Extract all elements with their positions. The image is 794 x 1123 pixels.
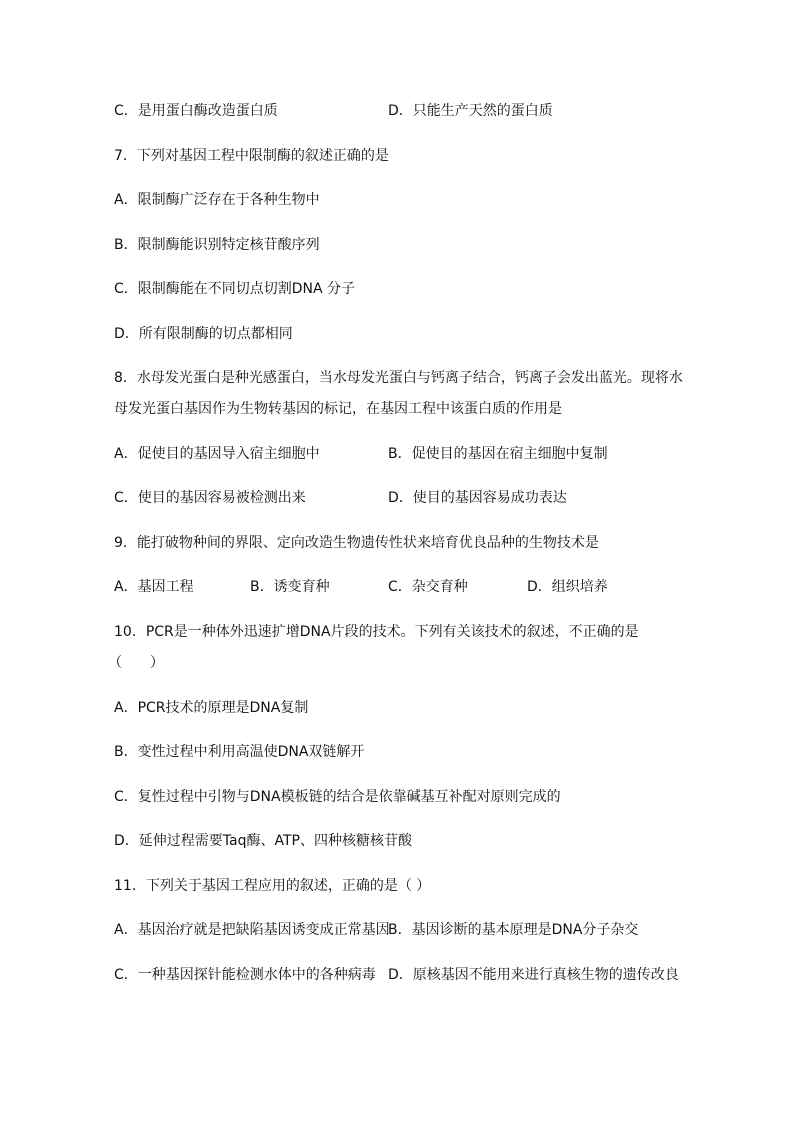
q7-stem: 7．下列对基因工程中限制酶的叙述正确的是: [114, 148, 389, 164]
q8-option-a: A．促使目的基因导入宿主细胞中: [114, 446, 320, 462]
q10-option-a: A．PCR技术的原理是DNA复制: [114, 700, 309, 716]
q10-stem: 10．PCR是一种体外迅速扩增DNA片段的技术。下列有关该技术的叙述，不正确的是: [114, 624, 639, 640]
q7-option-b: B．限制酶能识别特定核苷酸序列: [114, 237, 320, 253]
q10-option-c: C．复性过程中引物与DNA模板链的结合是依靠碱基互补配对原则完成的: [114, 789, 561, 805]
q10-option-d: D．延伸过程需要Taq酶、ATP、四种核糖核苷酸: [114, 833, 412, 849]
q11-stem: 11．下列关于基因工程应用的叙述，正确的是（ ）: [114, 878, 431, 894]
q6-option-d: D．只能生产天然的蛋白质: [388, 103, 553, 119]
q11-option-a: A．基因治疗就是把缺陷基因诱变成正常基因: [114, 922, 390, 938]
q11-option-b: B．基因诊断的基本原理是DNA分子杂交: [388, 922, 639, 938]
q6-option-c: C．是用蛋白酶改造蛋白质: [114, 103, 278, 119]
q7-option-d: D．所有限制酶的切点都相同: [114, 326, 293, 342]
q7-option-a: A．限制酶广泛存在于各种生物中: [114, 192, 320, 208]
q11-option-c: C．一种基因探针能检测水体中的各种病毒: [114, 967, 376, 983]
q9-option-d: D．组织培养: [527, 579, 608, 595]
q10-answer-paren: （ ）: [108, 655, 164, 671]
q8-option-c: C．使目的基因容易被检测出来: [114, 490, 306, 506]
q8-option-b: B．促使目的基因在宿主细胞中复制: [388, 446, 608, 462]
q9-stem: 9．能打破物种间的界限、定向改造生物遗传性状来培育优良品种的生物技术是: [114, 535, 599, 551]
q7-option-c: C．限制酶能在不同切点切割DNA 分子: [114, 281, 356, 297]
q8-stem-line-2: 母发光蛋白基因作为生物转基因的标记，在基因工程中该蛋白质的作用是: [114, 401, 562, 417]
q10-option-b: B．变性过程中利用高温使DNA双链解开: [114, 744, 365, 760]
q8-stem-line-1: 8．水母发光蛋白是种光感蛋白，当水母发光蛋白与钙离子结合，钙离子会发出蓝光。现将水: [114, 370, 683, 386]
q11-option-d: D．原核基因不能用来进行真核生物的遗传改良: [388, 967, 679, 983]
q8-option-d: D．使目的基因容易成功表达: [388, 490, 567, 506]
q9-option-c: C．杂交育种: [388, 579, 468, 595]
q9-option-b: B．诱变育种: [250, 579, 330, 595]
q9-option-a: A．基因工程: [114, 579, 194, 595]
